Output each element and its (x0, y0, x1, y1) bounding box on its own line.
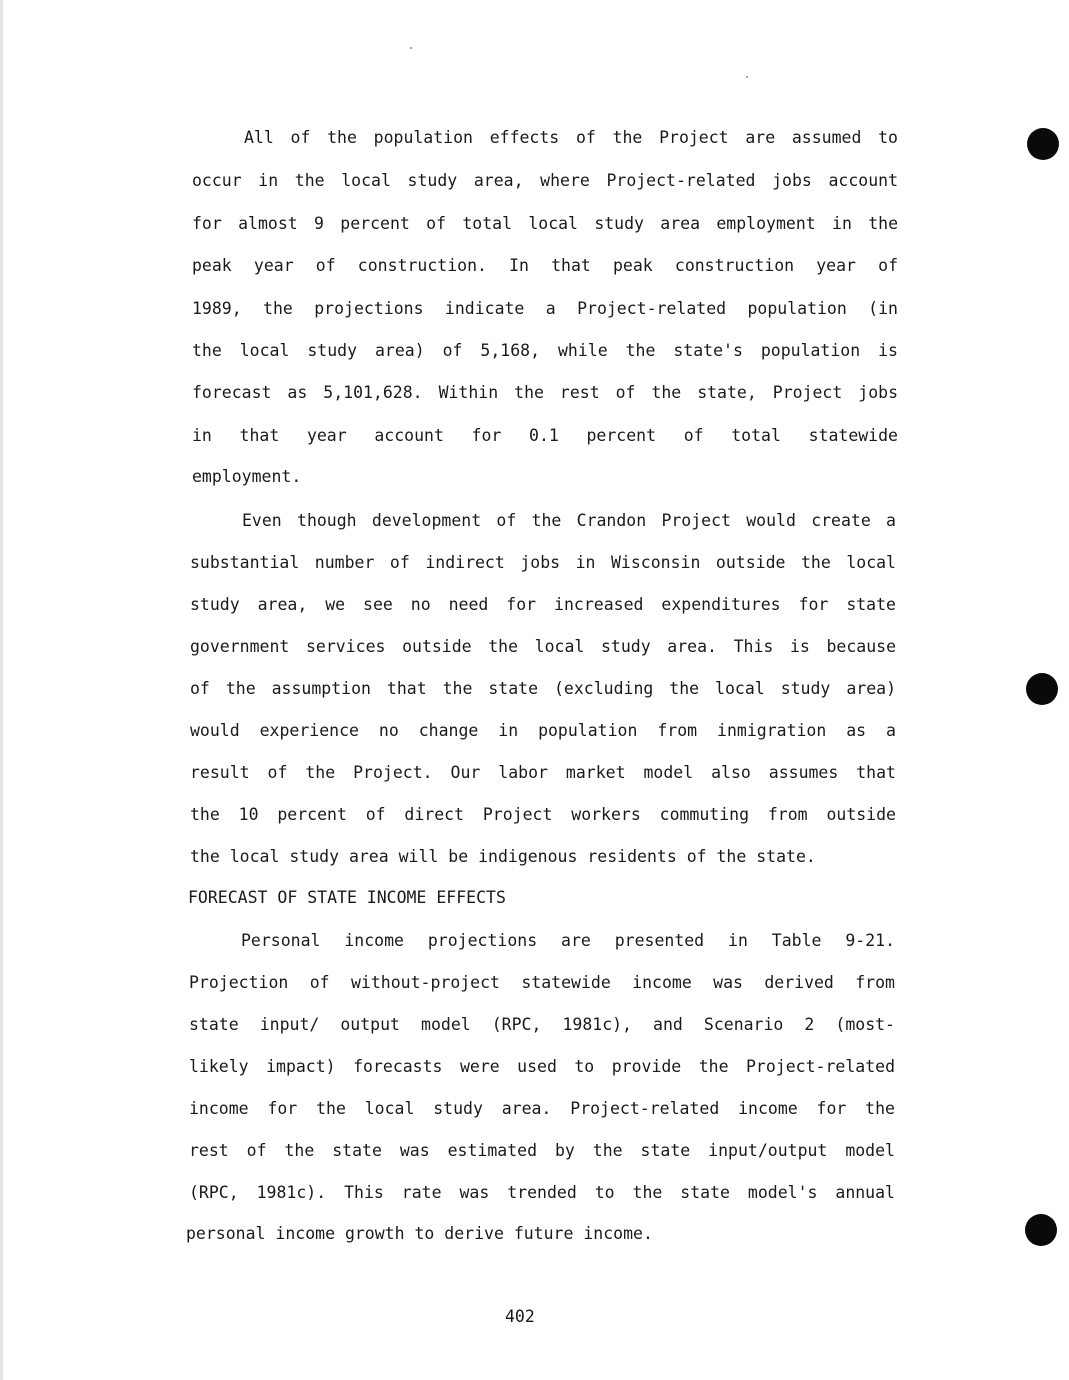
text-line: peak year of construction. In that peak construction year of (192, 256, 898, 275)
scan-speck (746, 76, 748, 78)
text-line: the 10 percent of direct Project workers commuting from outside (190, 805, 896, 824)
text-line: income for the local study area. Project-related income for the (189, 1099, 895, 1118)
text-line: forecast as 5,101,628. Within the rest of the state, Project jobs (192, 383, 898, 402)
text-line: in that year account for 0.1 percent of total statewide (192, 426, 898, 445)
text-line: employment. (192, 467, 302, 486)
punch-hole (1026, 673, 1058, 705)
text-line: rest of the state was estimated by the state input/output model (189, 1141, 895, 1160)
text-line: government services outside the local study area. This is because (190, 637, 896, 656)
text-line: the local study area will be indigenous residents of the state. (190, 847, 816, 866)
punch-hole (1025, 1214, 1057, 1246)
scan-edge (0, 0, 3, 1380)
text-line: substantial number of indirect jobs in Wisconsin outside the local (190, 553, 896, 572)
page-number: 402 (505, 1307, 535, 1326)
text-line: Even though development of the Crandon Project would create a (242, 511, 896, 530)
text-line: state input/ output model (RPC, 1981c), and Scenario 2 (most- (189, 1015, 895, 1034)
text-line: result of the Project. Our labor market model also assumes that (190, 763, 896, 782)
text-line: Projection of without-project statewide income was derived from (189, 973, 895, 992)
text-line: All of the population effects of the Project are assumed to (244, 128, 898, 147)
text-line: 1989, the projections indicate a Project-related population (in (192, 299, 898, 318)
text-line: occur in the local study area, where Project-related jobs account (192, 171, 898, 190)
text-line: (RPC, 1981c). This rate was trended to the state model's annual (189, 1183, 895, 1202)
text-line: Personal income projections are presented in Table 9-21. (241, 931, 895, 950)
text-line: the local study area) of 5,168, while the state's population is (192, 341, 898, 360)
text-line: would experience no change in population from inmigration as a (190, 721, 896, 740)
text-line: of the assumption that the state (excluding the local study area) (190, 679, 896, 698)
text-line: likely impact) forecasts were used to provide the Project-related (189, 1057, 895, 1076)
scan-speck (410, 47, 412, 49)
text-line: personal income growth to derive future income. (186, 1224, 653, 1243)
section-heading: FORECAST OF STATE INCOME EFFECTS (188, 888, 506, 907)
text-line: for almost 9 percent of total local study area employment in the (192, 214, 898, 233)
text-line: study area, we see no need for increased expenditures for state (190, 595, 896, 614)
punch-hole (1027, 128, 1059, 160)
